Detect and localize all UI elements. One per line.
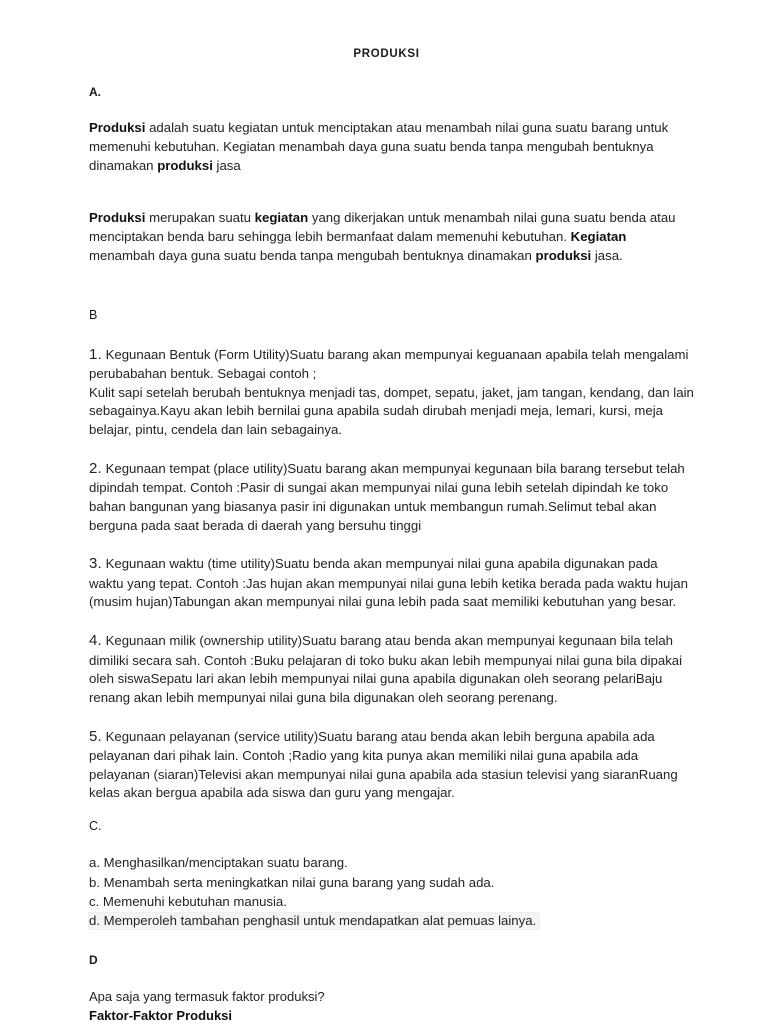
paragraph-a-2-run-4: Kegiatan	[570, 229, 627, 245]
paragraph-a-2-run-5: menambah daya guna suatu benda tanpa mengubah bentuknya dinamakan	[89, 247, 536, 263]
paragraph-a-1-run-0: Produksi	[89, 120, 146, 136]
list-item-b-1	[89, 344, 694, 440]
section-b-items	[89, 344, 694, 804]
paragraph-a-2	[89, 209, 694, 265]
item-number: 1.	[89, 345, 102, 363]
list-item-b-3	[89, 553, 694, 612]
item-text: Kegunaan pelayanan (service utility)Suatu barang atau benda akan lebih berguna apabila ada pelayanan dari pihak lain. Contoh ;Radio yang kita punya akan memiliki nilai guna apabila ada pelayanan (siaran)Televisi akan mempunyai nilai guna apabila ada stasiun televisi yang siaranRuang kelas akan bergua apabila ada siswa dan guru yang mengajar.	[89, 728, 678, 801]
list-item-text: a. Menghasilkan/menciptakan suatu barang.	[89, 855, 348, 871]
paragraph-a-1-run-3: jasa	[212, 157, 241, 173]
item-text: Kegunaan milik (ownership utility)Suatu barang atau benda akan mempunyai kegunaan bila telah dimiliki secara sah. Contoh :Buku pelajaran di toko buku akan lebih mempunyai nilai guna bila dipakai oleh siswaSepatu lari akan lebih mempunyai nilai guna apabila digunakan oleh seorang pelariBaju renang akan lebih mempunyai nilai guna bila digunakan oleh seorang perenang.	[89, 633, 683, 705]
item-number: 5.	[89, 727, 102, 745]
section-heading-d: D	[89, 953, 98, 968]
item-text: Kegunaan tempat (place utility)Suatu barang akan mempunyai kegunaan bila barang tersebut telah dipindah tempat. Contoh :Pasir di sungai akan mempunyai nilai guna lebih setelah dipindah ke toko bahan bangunan yang biasanya pasir ini digunakan untuk membangun rumah.Selimut tebal akan berguna pada saat berada di daerah yang bersuhu tinggi	[89, 460, 685, 533]
list-item-c-c	[89, 892, 694, 911]
item-text: Kegunaan Bentuk (Form Utility)Suatu barang akan mempunyai keguanaan apabila telah mengalami perubabahan bentuk. Sebagai contoh ;	[89, 346, 689, 382]
paragraph-a-2-run-6: produksi	[535, 247, 592, 263]
item-number: 3.	[89, 555, 102, 573]
paragraph-a-2-run-7: jasa.	[591, 247, 623, 263]
item-number: 2.	[89, 459, 102, 477]
paragraph-a-1-run-1: adalah suatu kegiatan untuk menciptakan atau menambah nilai guna suatu barang untuk memenuhi kebutuhan. Kegiatan menambah daya guna suatu benda tanpa mengubah bentuknya dinamakan	[89, 120, 669, 173]
spacer	[89, 535, 694, 553]
paragraph-a-2-run-3: yang dikerjakan untuk menambah nilai guna suatu benda atau menciptakan benda baru sehingga lebih bermanfaat dalam memenuhi kebutuhan.	[89, 210, 676, 245]
section-heading-a: A.	[89, 84, 101, 99]
list-item-b-5	[89, 726, 694, 804]
list-item-c-a	[89, 853, 694, 872]
paragraph-a-1	[89, 119, 694, 175]
list-item-text: b. Menambah serta meningkatkan nilai guna barang yang sudah ada.	[89, 874, 495, 890]
paragraph-a-2-run-2: kegiatan	[254, 210, 309, 226]
list-item-c-d	[89, 911, 694, 930]
spacer	[89, 612, 694, 630]
paragraph-a-1-run-2: produksi	[157, 157, 213, 173]
item-text: Kegunaan waktu (time utility)Suatu benda akan mempunyai nilai guna apabila digunakan pada waktu yang tepat. Contoh :Jas hujan akan mempunyai nilai guna lebih ketika berada pada waktu hujan (musim hujan)Tabungan akan mempunyai nilai guna lebih pada saat memiliki kebutuhan yang besar.	[89, 556, 688, 610]
list-item-b-4	[89, 630, 694, 708]
spacer	[89, 440, 694, 458]
highlighted-text: d. Memperoleh tambahan penghasil untuk mendapatkan alat pemuas lainya.	[89, 913, 539, 929]
list-item-text: c. Memenuhi kebutuhan manusia.	[89, 893, 287, 909]
page-title: PRODUKSI	[353, 48, 420, 60]
section-heading-c: C.	[89, 819, 102, 834]
item-number: 4.	[89, 632, 102, 650]
question-text: Apa saja yang termasuk faktor produksi?	[89, 988, 325, 1004]
section-c-list	[89, 853, 694, 930]
spacer	[89, 708, 694, 726]
paragraph-a-2-run-0: Produksi	[89, 210, 146, 226]
section-heading-b: B	[89, 307, 98, 322]
list-item-b-2	[89, 458, 694, 536]
list-item-c-b	[89, 873, 694, 892]
answer-heading: Faktor-Faktor Produksi	[89, 1007, 233, 1023]
paragraph-a-2-run-1: merupakan suatu	[145, 210, 255, 226]
item-continuation: Kulit sapi setelah berubah bentuknya menjadi tas, dompet, sepatu, jaket, jam tangan, kendang, dan lain sebagainya.Kayu akan lebih bernilai guna apabila sudah dirubah menjadi meja, lemari, kursi, meja belajar, pintu, cendela dan lain sebagainya.	[89, 384, 694, 438]
